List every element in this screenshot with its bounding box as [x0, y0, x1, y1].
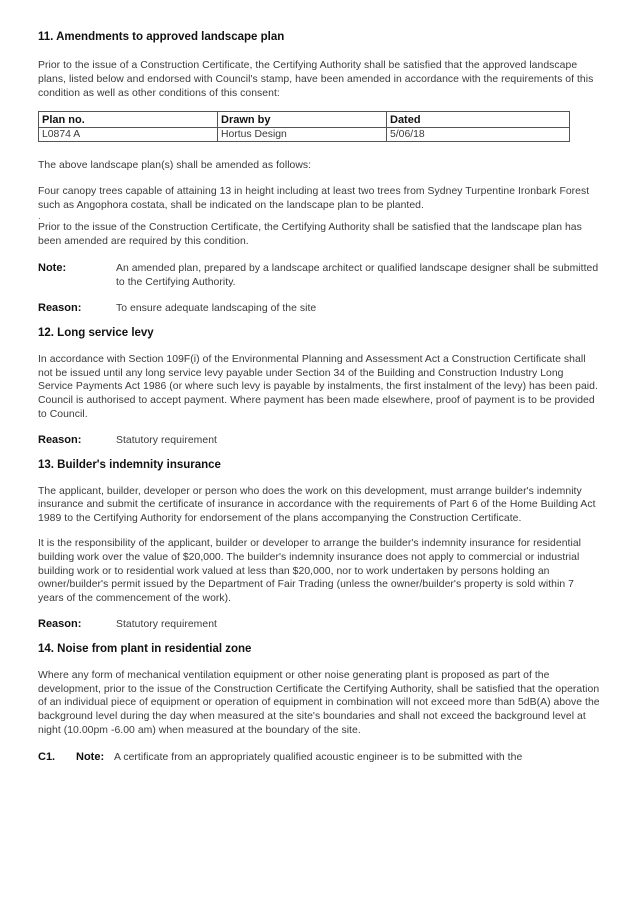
reason-label: Reason:	[38, 617, 82, 630]
section-14-heading: 14. Noise from plant in residential zone	[38, 642, 252, 655]
section-11-intro: Prior to the issue of a Construction Certificate, the Certifying Authority shall be satisfied that the approved landscape plans, listed below and endorsed with Council's stamp, have been amended in accordance with the requirements of this condition as well as other conditions of this consent:	[38, 60, 594, 99]
plans-table	[38, 111, 570, 142]
stray-dot: .	[38, 210, 41, 222]
table-header-plan-no: Plan no.	[39, 112, 218, 128]
table-header-dated: Dated	[387, 112, 570, 128]
reason-label: Reason:	[38, 301, 82, 314]
section-13-para-1: The applicant, builder, developer or person who does the work on this development, must arrange builder's indemnity insurance and submit the certificate of insurance in accordance with the requirements of Part 6 of the Home Building Act 1989 to the Certifying Authority for endorsement of the plans accompanying the Construction Certificate.	[38, 485, 596, 525]
reason-block	[38, 618, 600, 632]
reason-block	[38, 434, 600, 448]
reason-block	[38, 302, 600, 316]
table-cell-plan-no: L0874 A	[39, 128, 218, 142]
note-block	[38, 262, 600, 290]
table-row	[39, 128, 570, 142]
note-text: A certificate from an appropriately qualified acoustic engineer is to be submitted with the	[114, 751, 523, 763]
certifying-text: Prior to the issue of the Construction Certificate, the Certifying Authority shall be satisfied that the landscape plan has been amended are required by this condition.	[38, 221, 582, 247]
section-14-body: Where any form of mechanical ventilation equipment or other noise generating plant is proposed as part of the development, prior to the issue of the Construction Certificate the Certifying Authority, shall be satisfied that the operation of an individual piece of equipment or operation of equipment in combination will not exceed more than 5dB(A) above the background level during the day when measured at the site's boundaries and shall not exceed the background level at night (10.00pm -6.00 am) when measured at the boundary of the site.	[38, 669, 600, 736]
table-cell-dated: 5/06/18	[387, 128, 570, 142]
table-cell-drawn-by: Hortus Design	[218, 128, 387, 142]
c1-label: C1.	[38, 750, 56, 763]
section-13-heading: 13. Builder's indemnity insurance	[38, 458, 221, 471]
section-12-body: In accordance with Section 109F(i) of the Environmental Planning and Assessment Act a Construction Certificate shall not be issued until any long service levy payable under Section 34 of the Building and Construction Industry Long Service Payments Act 1986 (or where such levy is payable by instalments, the first instalment of the levy) has been paid. Council is authorised to accept payment. Where payment has been made elsewhere, proof of payment is to be provided to Council.	[38, 353, 598, 420]
trees-text: Four canopy trees capable of attaining 13 in height including at least two trees from Sydney Turpentine Ironbark Forest such as Angophora costata, shall be indicated on the landscape plan to be planted.	[38, 186, 590, 211]
document-page	[38, 30, 600, 765]
c1-note-block	[38, 751, 600, 765]
section-12-heading: 12. Long service levy	[38, 326, 154, 339]
table-header-drawn-by: Drawn by	[218, 112, 387, 128]
note-label: Note:	[38, 262, 67, 275]
amended-text: The above landscape plan(s) shall be amended as follows:	[38, 160, 312, 172]
reason-text: To ensure adequate landscaping of the site	[116, 302, 317, 314]
reason-label: Reason:	[38, 433, 82, 446]
reason-text: Statutory requirement	[116, 618, 217, 630]
table-header-row	[39, 112, 570, 128]
note-label: Note:	[76, 750, 105, 763]
section-13-para-2: It is the responsibility of the applicant, builder or developer to arrange the builder's indemnity insurance for residential building work over the value of $20,000. The builder's indemnity insurance does not apply to commercial or industrial building work or to residential work valued at less than $20,000, nor to work undertaken by persons holding an owner/builder's permit issued by the Department of Fair Trading (unless the owner/builder's property is sold within 7 years of the commencement of the work).	[38, 537, 582, 605]
section-11-heading: 11. Amendments to approved landscape plan	[38, 31, 285, 43]
reason-text: Statutory requirement	[116, 434, 217, 446]
note-text: An amended plan, prepared by a landscape architect or qualified landscape designer shall be submitted to the Certifying Authority.	[116, 263, 599, 289]
